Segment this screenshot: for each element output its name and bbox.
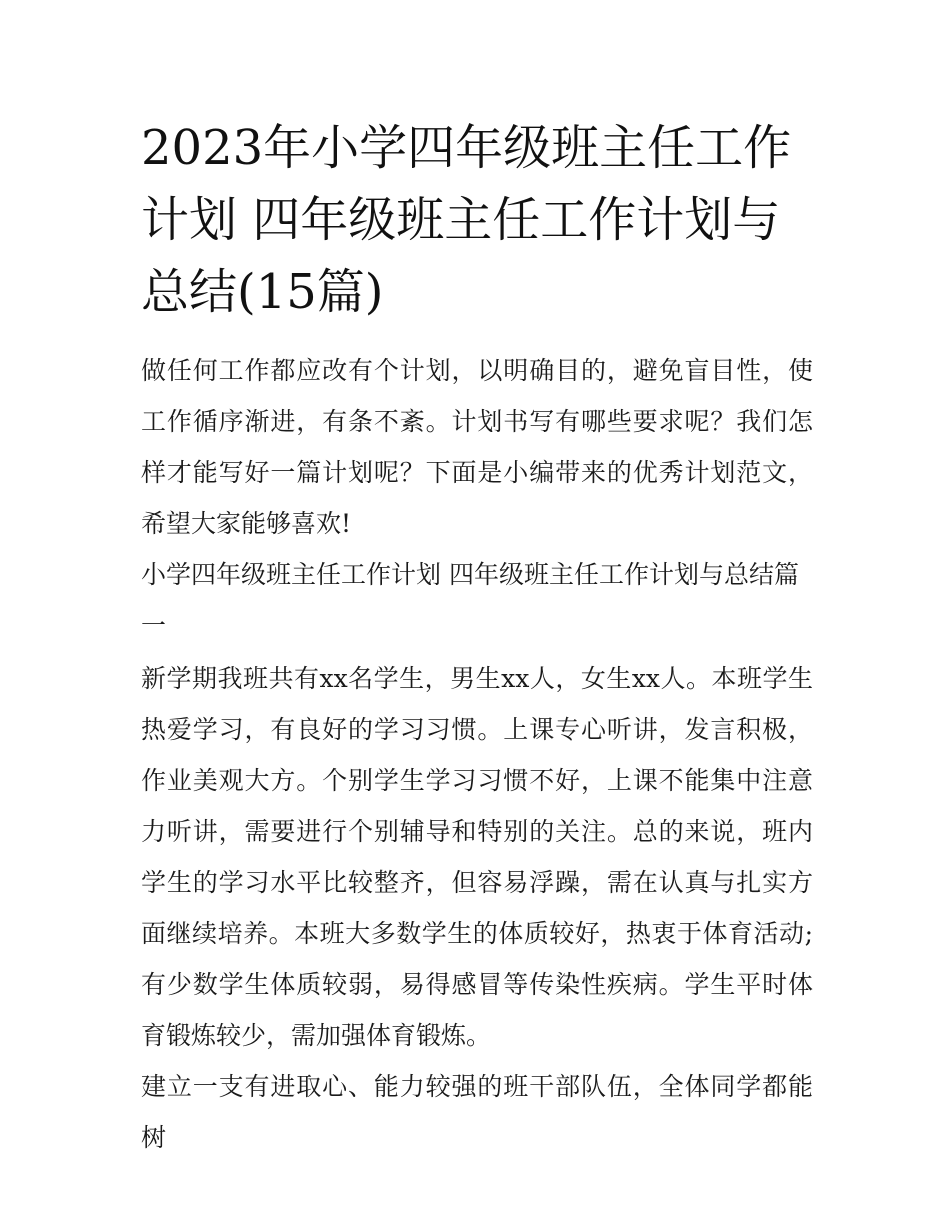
section-heading: 小学四年级班主任工作计划 四年级班主任工作计划与总结篇一 [141, 560, 799, 640]
intro-paragraph: 做任何工作都应改有个计划，以明确目的，避免盲目性，使工作循序渐进，有条不紊。计划书写有哪些要求呢？我们怎样才能写好一篇计划呢？下面是小编带来的优秀计划范文，希望大家能够喜欢! [141, 356, 813, 538]
document-body [141, 112, 813, 1163]
document-title: 2023年小学四年级班主任工作计划 四年级班主任工作计划与总结(15篇) [141, 120, 792, 320]
body-paragraph-2: 建立一支有进取心、能力较强的班干部队伍，全体同学都能树 [141, 1072, 813, 1152]
body-paragraph-1: 新学期我班共有xx名学生，男生xx人，女生xx人。本班学生热爱学习，有良好的学习习惯。上课专心听讲，发言积极，作业美观大方。个别学生学习习惯不好，上课不能集中注意力听讲，需要进行个别辅导和特别的关注。总的来说，班内学生的学习水平比较整齐，但容易浮躁，需在认真与扎实方面继续培养。本班大多数学生的体质较好，热衷于体育活动;有少数学生体质较弱，易得感冒等传染性疾病。学生平时体育锻炼较少，需加强体育锻炼。 [141, 664, 813, 1050]
